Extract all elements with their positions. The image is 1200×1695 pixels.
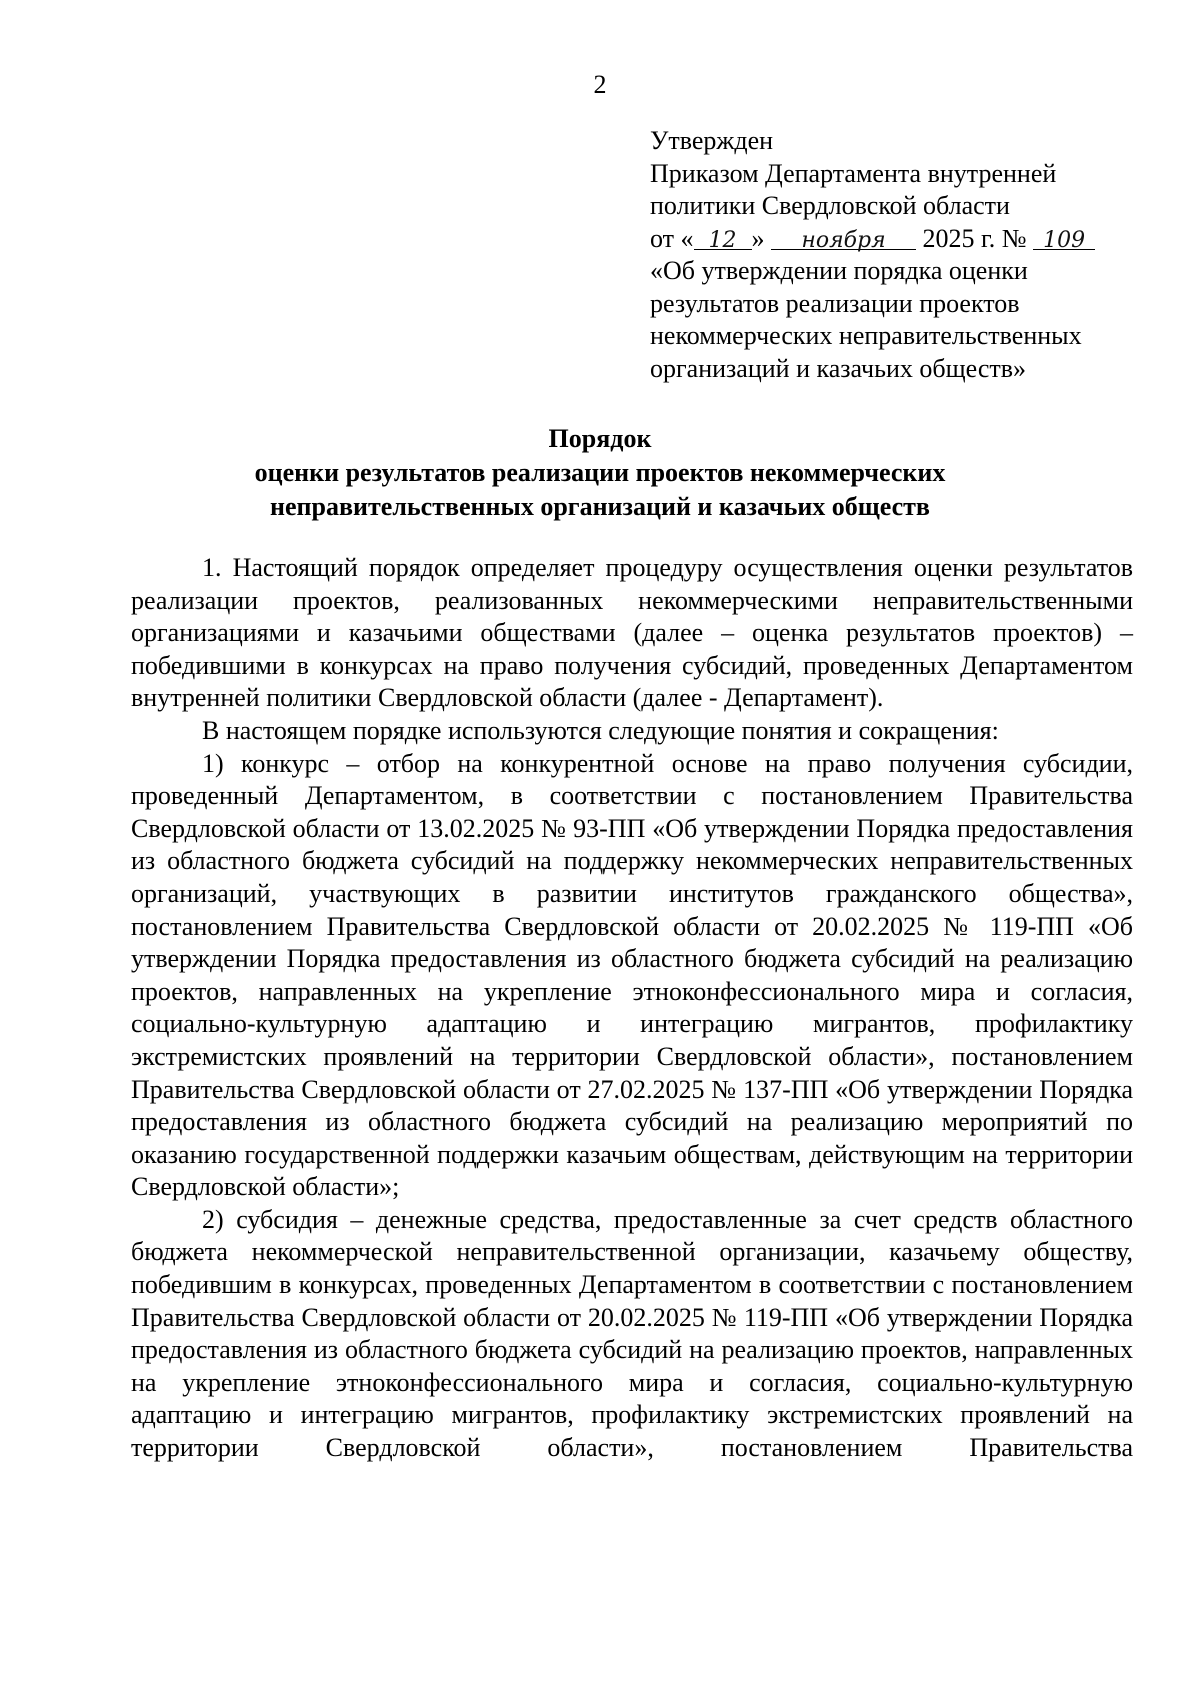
- title-line: оценки результатов реализации проектов некоммерческих: [254, 458, 946, 487]
- approval-department-line: политики Свердловской области: [650, 191, 1010, 220]
- title-line: неправительственных организаций и казачьих обществ: [270, 492, 930, 521]
- document-title: [0, 422, 1200, 524]
- handwritten-day: 12: [708, 227, 737, 253]
- title-line: Порядок: [548, 424, 652, 453]
- paragraph-definition-subsidy: 2) субсидия – денежные средства, предоставленные за счет средств областного бюджета некоммерческой неправительственной организации, казачьему обществу, победившим в конкурсах, проведенных Департаментом в соответствии с постановлением Правительства Свердловской области от 20.02.2025 № 119-ПП «Об утверждении Порядка предоставления из областного бюджета субсидий на реализацию проектов, направленных на укрепление этноконфессионального мира и согласия, социально-культурную адаптацию и интеграцию мигрантов, профилактику экстремистских проявлений на территории Свердловской области», постановлением Правительства: [131, 1204, 1133, 1463]
- approval-subject-line: результатов реализации проектов: [650, 288, 1020, 318]
- date-prefix: от «: [650, 223, 694, 253]
- approval-heading: Утвержден: [650, 126, 774, 155]
- paragraph-definition-contest: 1) конкурс – отбор на конкурентной основе на право получения субсидии, проведенный Департаментом, в соответствии с постановлением Правительства Свердловской области от 13.02.2025 № 93-ПП «Об утверждении Порядка предоставления из областного бюджета субсидий на поддержку некоммерческих неправительственных организаций, участвующих в развитии институтов гражданского общества», постановлением Правительства Свердловской области от 20.02.2025 № 119-ПП «Об утверждении Порядка предоставления из областного бюджета субсидий на реализацию проектов, направленных на укрепление этноконфессионального мира и согласия, социально-культурную адаптацию и интеграцию мигрантов, профилактику экстремистских проявлений на территории Свердловской области», постановлением Правительства Свердловской области от 27.02.2025 № 137-ПП «Об утверждении Порядка предоставления из областного бюджета субсидий на реализацию мероприятий по оказанию государственной поддержки казачьим обществам, действующим на территории Свердловской области»;: [131, 748, 1133, 1202]
- approval-subject-line: некоммерческих неправительственных: [650, 321, 1082, 350]
- day-field: [694, 223, 752, 253]
- document-body: [131, 552, 1133, 1465]
- approval-block: [650, 125, 1170, 385]
- month-field: [771, 223, 916, 253]
- day-close-quote: »: [751, 223, 765, 253]
- approval-order-line: Приказом Департамента внутренней: [650, 158, 1057, 188]
- handwritten-month: ноября: [801, 227, 886, 253]
- number-field: [1033, 223, 1095, 253]
- approval-subject-line: организаций и казачьих обществ»: [650, 353, 1027, 383]
- page-number: 2: [593, 70, 607, 99]
- paragraph-definitions-intro: В настоящем порядке используются следующие понятия и сокращения:: [202, 715, 999, 745]
- handwritten-number: 109: [1043, 227, 1086, 253]
- year-and-number-label: 2025 г. №: [922, 223, 1027, 253]
- paragraph-1: 1. Настоящий порядок определяет процедуру осуществления оценки результатов реализации проектов, реализованных некоммерческими неправительственными организациями и казачьими обществами (далее – оценка результатов проектов) – победившими в конкурсах на право получения субсидий, проведенных Департаментом внутренней политики Свердловской области (далее - Департамент).: [131, 553, 1133, 713]
- approval-date-line: [650, 223, 1170, 256]
- approval-subject-line: «Об утверждении порядка оценки: [650, 256, 1028, 285]
